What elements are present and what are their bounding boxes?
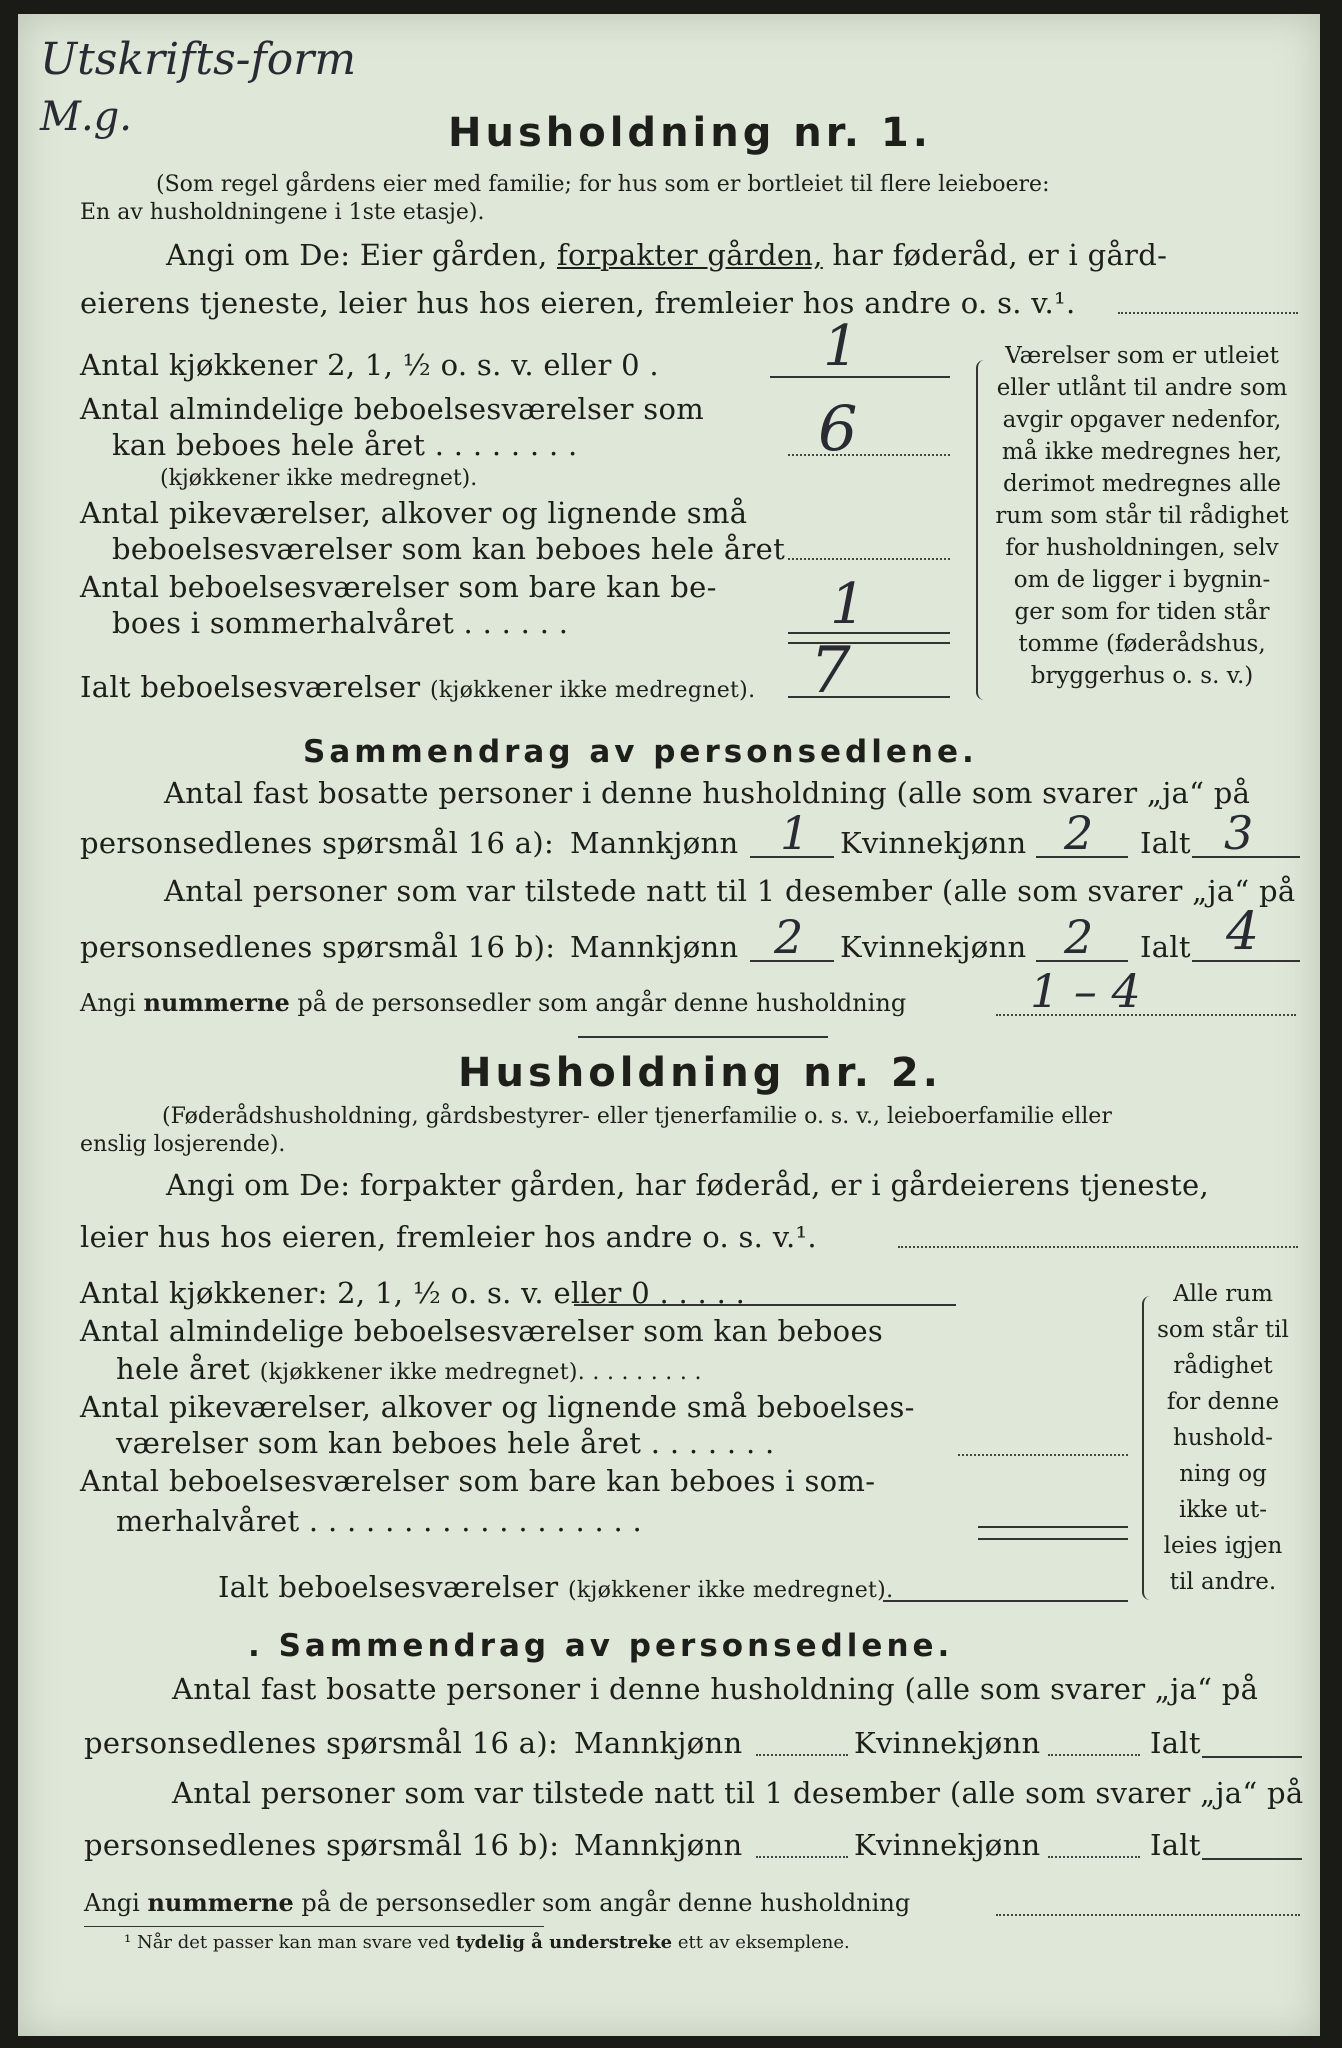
side-line: Alle rum [1173, 1281, 1273, 1307]
h2-total-line[interactable] [883, 1600, 1128, 1602]
h1-s2-l1: Antal personer som var tilstede natt til 1 desember (alle som svarer „ja“ på [164, 874, 1296, 908]
h1-s2-mann-value: 2 [774, 910, 804, 964]
h2-s1-kvinne-line[interactable] [1048, 1754, 1140, 1756]
h1-s2-ialt-value: 4 [1226, 902, 1260, 962]
h1-rooms-value: 6 [818, 392, 858, 465]
h1-s2-mann-label: Mannkjønn [570, 930, 739, 964]
h1-s2-kvinne-label: Kvinnekjønn [840, 930, 1027, 964]
h1-row-kitchens: Antal kjøkkener 2, 1, ½ o. s. v. eller 0 . [80, 348, 659, 382]
side-line: ger som for tiden står [1014, 599, 1270, 625]
footnote-rule [84, 1926, 544, 1927]
h2-rooms-b-note: (kjøkkener ikke medregnet). . . . . . . . . [259, 1360, 702, 1385]
h1-s1-kvinne-label: Kvinnekjønn [840, 826, 1027, 860]
numbers-bold: nummerne [143, 988, 290, 1017]
footnote-bold: tydelig å understreke [455, 1932, 673, 1953]
h1-rooms-line[interactable] [788, 454, 950, 456]
h2-s2-ialt-label: Ialt [1150, 1828, 1201, 1862]
side-line: må ikke medregnes her, [1001, 439, 1283, 465]
h2-s2-mann-label: Mannkjønn [574, 1828, 743, 1862]
angi-prefix: Angi om De: Eier gården, [166, 238, 557, 272]
h1-s1-l1: Antal fast bosatte personer i denne husholdning (alle som svarer „ja“ på [164, 776, 1251, 810]
section2-note-l1: (Føderådshusholdning, gårdsbestyrer- eller tjenerfamilie o. s. v., leieboerfamilie eller [162, 1104, 1112, 1129]
section2-title: Husholdning nr. 2. [458, 1050, 942, 1096]
h2-numbers-line[interactable] [996, 1914, 1300, 1916]
section2-angi-l2: leier hus hos eieren, fremleier hos andre o. s. v.¹. [80, 1220, 817, 1254]
h2-s1-l1: Antal fast bosatte personer i denne husholdning (alle som svarer „ja“ på [172, 1672, 1259, 1706]
side-line: som står til [1157, 1317, 1289, 1343]
footnote [124, 1932, 850, 1953]
h1-s1-mann-label: Mannkjønn [570, 826, 739, 860]
angi-underlined-choice: forpakter gården, [557, 238, 823, 272]
h2-s2-kvinne-label: Kvinnekjønn [854, 1828, 1041, 1862]
h1-small-line[interactable] [788, 558, 950, 560]
side-line: hushold- [1173, 1425, 1273, 1451]
side-line: rådighet [1173, 1353, 1273, 1379]
h2-row-summer-b: merhalvåret . . . . . . . . . . . . . . . . . . [116, 1504, 643, 1538]
h1-s1-mann-value: 1 [780, 806, 810, 860]
census-form-page [18, 14, 1320, 2036]
side-line: tomme (føderådshus, [1018, 631, 1266, 657]
handwritten-note: Utskrifts-form [40, 34, 357, 85]
h1-row-rooms-a: Antal almindelige beboelsesværelser som [80, 392, 705, 426]
h2-s1-kvinne-label: Kvinnekjønn [854, 1726, 1041, 1760]
h2-row-kitchens: Antal kjøkkener: 2, 1, ½ o. s. v. eller 0 . . . . . [80, 1276, 746, 1310]
h2-numbers-row [84, 1888, 910, 1917]
side-line: ikke ut- [1179, 1497, 1267, 1523]
handwritten-note-2: M.g. [40, 94, 132, 140]
side-line: Værelser som er utleiet [1005, 343, 1279, 369]
section1-title: Husholdning nr. 1. [448, 110, 932, 156]
h1-s1-kvinne-value: 2 [1064, 806, 1094, 860]
h2-s1-mann-label: Mannkjønn [574, 1726, 743, 1760]
h1-row-summer-b: boes i sommerhalvåret . . . . . . [112, 606, 569, 640]
h2-total-label: Ialt beboelsesværelser [218, 1570, 559, 1604]
side-line: for husholdningen, selv [1005, 535, 1279, 561]
side-line: til andre. [1169, 1569, 1277, 1595]
h2-row-summer-a: Antal beboelsesværelser som bare kan beboes i som- [80, 1464, 876, 1498]
h2-s2-mann-line[interactable] [756, 1856, 848, 1858]
h2-s1-ialt-label: Ialt [1150, 1726, 1201, 1760]
h2-row-rooms-b [116, 1352, 702, 1386]
h1-row-rooms-b: kan beboes hele året . . . . . . . . [112, 428, 578, 462]
h2-side-note [1148, 1276, 1298, 1600]
h1-s2-ialt-label: Ialt [1140, 930, 1191, 964]
h1-total-label: Ialt beboelsesværelser [80, 670, 421, 704]
section1-angi-l1 [166, 238, 1167, 272]
h1-row-total [80, 670, 755, 704]
h1-summer-value: 1 [830, 572, 866, 637]
h1-summary-title: Sammendrag av personsedlene. [303, 734, 978, 770]
side-line: om de ligger i bygnin- [1013, 567, 1271, 593]
h2-row-small-b: værelser som kan beboes hele året . . . . . . . [116, 1426, 775, 1460]
numbers-suffix: på de personsedler som angår denne husholdning [293, 1889, 911, 1917]
h1-numbers-row [80, 988, 906, 1017]
h2-summer-line[interactable] [978, 1526, 1128, 1528]
h2-s1-ialt-line[interactable] [1202, 1756, 1302, 1758]
h2-small-line[interactable] [958, 1454, 1128, 1456]
h2-row-total [218, 1570, 893, 1604]
h1-kitchens-value: 1 [823, 314, 859, 379]
side-line: for denne [1166, 1389, 1280, 1415]
h2-row-small-a: Antal pikeværelser, alkover og lignende små beboelses- [80, 1390, 915, 1424]
h2-summer-line-2 [978, 1538, 1128, 1540]
h1-row-summer-a: Antal beboelsesværelser som bare kan be- [80, 570, 717, 604]
h1-s1-l2: personsedlenes spørsmål 16 a): [80, 826, 555, 860]
h2-row-rooms-a: Antal almindelige beboelsesværelser som kan beboes [80, 1314, 884, 1348]
angi-answer-line[interactable] [1118, 312, 1298, 314]
h1-s1-ialt-value: 3 [1224, 806, 1254, 860]
side-line: rum som står til rådighet [995, 503, 1289, 529]
angi-suffix: har føderåd, er i gård- [822, 238, 1168, 272]
h2-rooms-b-label: hele året [116, 1352, 251, 1386]
h1-total-value: 7 [810, 634, 851, 708]
footnote-suffix: ett av eksemplene. [672, 1932, 850, 1953]
section1-note-l2: En av husholdningene i 1ste etasje). [80, 200, 485, 225]
h1-kitchens-line[interactable] [770, 376, 950, 378]
h2-s1-mann-line[interactable] [756, 1754, 848, 1756]
h1-s2-l2: personsedlenes spørsmål 16 b): [80, 930, 556, 964]
numbers-suffix: på de personsedler som angår denne husholdning [289, 989, 907, 1017]
numbers-bold: nummerne [147, 1888, 294, 1917]
h2-total-note: (kjøkkener ikke medregnet). [568, 1578, 894, 1603]
h2-s2-ialt-line[interactable] [1202, 1858, 1302, 1860]
footnote-prefix: ¹ Når det passer kan man svare ved [124, 1932, 456, 1953]
side-line: bryggerhus o. s. v.) [1030, 663, 1254, 689]
h2-s2-kvinne-line[interactable] [1048, 1856, 1140, 1858]
h2-s2-l1: Antal personer som var tilstede natt til 1 desember (alle som svarer „ja“ på [172, 1776, 1304, 1810]
h1-s2-kvinne-value: 2 [1064, 910, 1094, 964]
h1-row-small-b: beboelsesværelser som kan beboes hele året [112, 532, 786, 566]
side-line: eller utlånt til andre som [996, 375, 1288, 401]
h1-numbers-value: 1 – 4 [1030, 964, 1141, 1018]
h2-kitchens-line[interactable] [574, 1304, 956, 1306]
side-line: avgir opgaver nedenfor, [1002, 407, 1282, 433]
h1-side-note [983, 340, 1301, 692]
h2-s2-l2: personsedlenes spørsmål 16 b): [84, 1828, 560, 1862]
side-line: ning og [1179, 1461, 1267, 1487]
section1-angi-l2: eierens tjeneste, leier hus hos eieren, fremleier hos andre o. s. v.¹. [80, 286, 1076, 320]
h2-summary-title: . Sammendrag av personsedlene. [248, 1628, 954, 1664]
h1-row-small-a: Antal pikeværelser, alkover og lignende små [80, 496, 748, 530]
section-divider [578, 1036, 828, 1038]
h2-angi-line[interactable] [898, 1246, 1298, 1248]
section1-note-l1: (Som regel gårdens eier med familie; for hus som er bortleiet til flere leieboere: [156, 172, 1050, 197]
section2-note-l2: enslig losjerende). [80, 1132, 286, 1157]
side-line: leies igjen [1163, 1533, 1283, 1559]
h1-total-note: (kjøkkener ikke medregnet). [430, 678, 756, 703]
h1-row-rooms-c: (kjøkkener ikke medregnet). [160, 466, 478, 491]
numbers-prefix: Angi [84, 1889, 148, 1917]
side-line: derimot medregnes alle [1003, 471, 1281, 497]
h2-s1-l2: personsedlenes spørsmål 16 a): [84, 1726, 559, 1760]
section2-angi-l1: Angi om De: forpakter gården, har føderåd, er i gårdeierens tjeneste, [166, 1168, 1209, 1202]
numbers-prefix: Angi [80, 989, 144, 1017]
h1-s1-ialt-label: Ialt [1140, 826, 1191, 860]
